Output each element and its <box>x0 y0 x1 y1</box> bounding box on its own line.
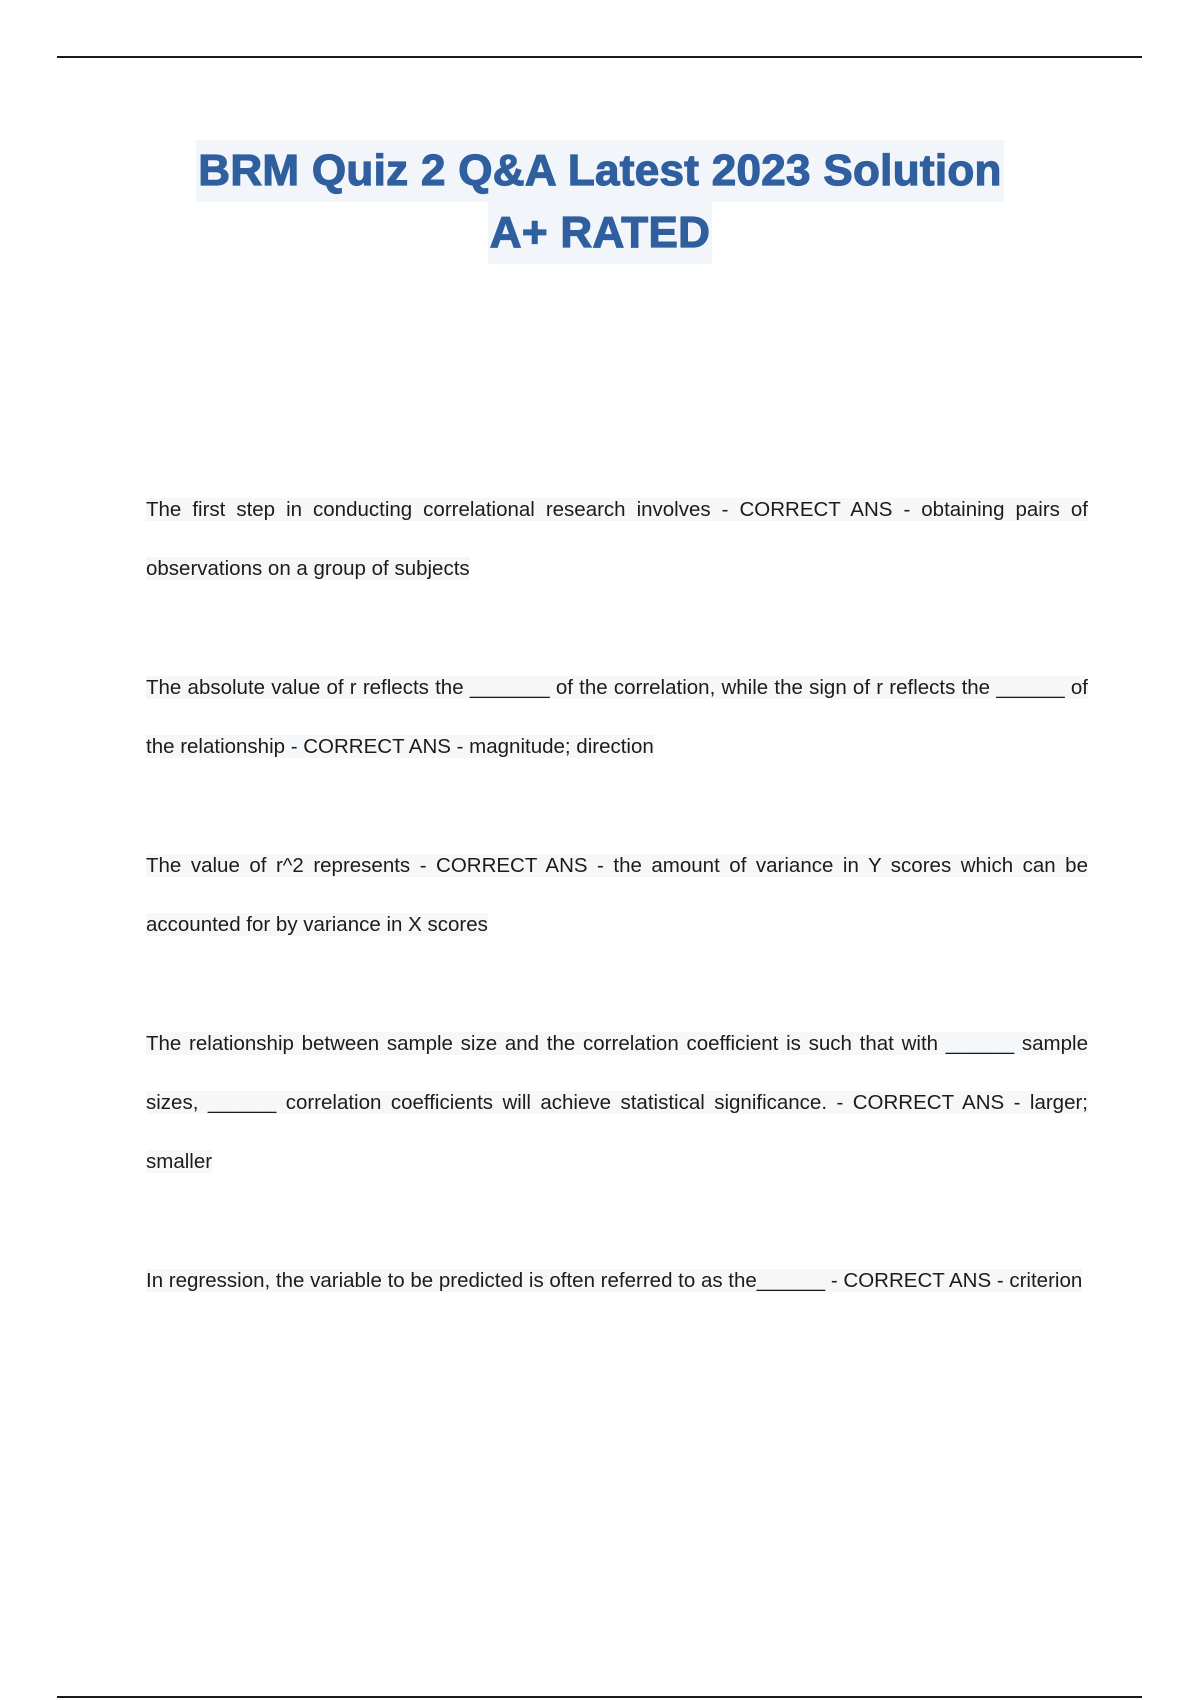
document-title <box>100 140 1100 264</box>
qa-item <box>146 836 1088 954</box>
title-line-1: BRM Quiz 2 Q&A Latest 2023 Solution <box>196 140 1003 202</box>
title-line-2: A+ RATED <box>488 202 712 264</box>
qa-text: The value of r^2 represents - CORRECT ANS - the amount of variance in Y scores which can be accounted for by variance in X scores <box>146 854 1088 936</box>
qa-item <box>146 1251 1088 1310</box>
qa-text: The first step in conducting correlational research involves - CORRECT ANS - obtaining pairs of observations on a group of subjects <box>146 498 1088 580</box>
footer-rule <box>57 1696 1142 1698</box>
qa-text: The relationship between sample size and the correlation coefficient is such that with ______ sample sizes, ______ correlation coefficients will achieve statistical significance. - CORRECT ANS - larger; smaller <box>146 1032 1088 1173</box>
qa-item <box>146 480 1088 598</box>
qa-item <box>146 658 1088 776</box>
header-rule <box>57 56 1142 58</box>
qa-list <box>146 480 1088 1370</box>
qa-text: The absolute value of r reflects the _______ of the correlation, while the sign of r reflects the ______ of the relationship - CORRECT ANS - magnitude; direction <box>146 676 1088 758</box>
qa-text: In regression, the variable to be predicted is often referred to as the______ - CORRECT ANS - criterion <box>146 1269 1083 1292</box>
qa-item <box>146 1014 1088 1191</box>
